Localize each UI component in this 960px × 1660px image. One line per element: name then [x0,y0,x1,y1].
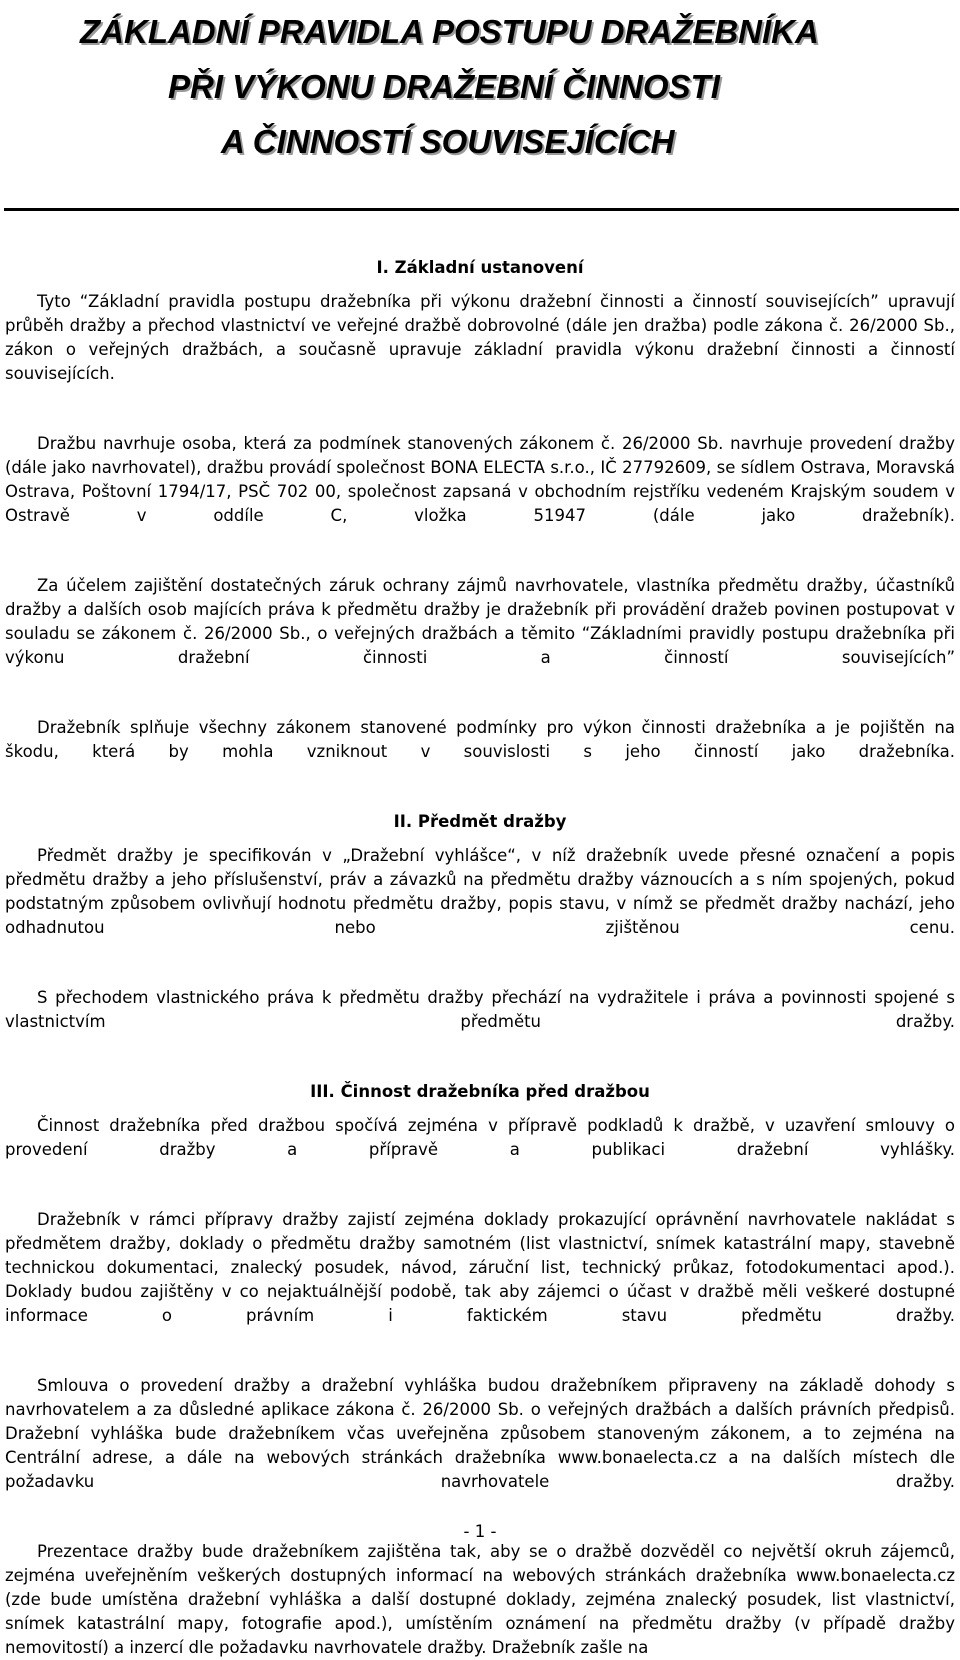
title-divider [4,208,959,211]
document-body [5,256,955,1660]
paragraph: Dražebník v rámci přípravy dražby zajistí zejména doklady prokazující oprávnění navrhovatele nakládat s předmětem dražby, doklady o předmětu dražby samotném (list vlastnictví, snímek katastrální mapy, stavebně technickou dokumentaci, znalecký posudek, návod, záruční list, technický průkaz, fotodokumentaci apod.). Doklady budou zajištěny v co nejaktuálnější podobě, tak aby zájemci o účast v dražbě měli veškeré dostupné informace o právním i faktickém stavu předmětu dražby. [5,1210,955,1325]
paragraph: S přechodem vlastnického práva k předmětu dražby přechází na vydražitele i práva a povinnosti spojené s vlastnictvím předmětu dražby. [5,988,955,1031]
paragraph: Dražebník splňuje všechny zákonem stanovené podmínky pro výkon činnosti dražebníka a je pojištěn na škodu, která by mohla vzniknout v souvislosti s jeho činností jako dražebníka. [5,718,955,761]
title-line-1: ZÁKLADNÍ PRAVIDLA POSTUPU DRAŽEBNÍKA [80,13,819,50]
paragraph: Činnost dražebníka před dražbou spočívá zejména v přípravě podkladů k dražbě, v uzavření smlouvy o provedení dražby a přípravě a publikaci dražební vyhlášky. [5,1116,955,1159]
section-heading-3: III. Činnost dražebníka před dražbou [310,1082,650,1101]
section-heading-2: II. Předmět dražby [393,812,567,831]
section-heading-1: I. Základní ustanovení [376,258,584,277]
paragraph: Prezentace dražby bude dražebníkem zajištěna tak, aby se o dražbě dozvěděl co největší okruh zájemců, zejména uveřejněním veškerých dostupných informací na webových stránkách dražebníka www.bonaelecta.cz (zde bude umístěna dražební vyhláška a další dostupné doklady, zejména znalecký posudek, list vlastnictví, snímek katastrální mapy, fotografie apod.), umístěním oznámení na předmětu dražby (v případě dražby nemovitostí) a inzercí dle požadavku navrhovatele dražby. Dražebník zašle na [5,1542,955,1657]
document-title [0,4,960,169]
page-number: - 1 - [463,1522,497,1541]
title-line-3: A ČINNOSTÍ SOUVISEJÍCÍCH [221,123,675,160]
title-line-2: PŘI VÝKONU DRAŽEBNÍ ČINNOSTI [168,68,720,105]
paragraph: Smlouva o provedení dražby a dražební vyhláška budou dražebníkem připraveny na základě dohody s navrhovatelem a za důsledné aplikace zákona č. 26/2000 Sb. o veřejných dražbách a dalších právních předpisů. Dražební vyhláška bude dražebníkem včas uveřejněna způsobem stanoveným zákonem, a to zejména na Centrální adrese, a dále na webových stránkách dražebníka www.bonaelecta.cz a na dalších místech dle požadavku navrhovatele dražby. [5,1376,955,1491]
paragraph: Tyto “Základní pravidla postupu dražebníka při výkonu dražební činnosti a činností souvisejících” upravují průběh dražby a přechod vlastnictví ve veřejné dražbě dobrovolné (dále jen dražba) podle zákona č. 26/2000 Sb., zákon o veřejných dražbách, a současně upravuje základní pravidla výkonu dražební činnosti a činností souvisejících. [5,292,955,383]
paragraph: Dražbu navrhuje osoba, která za podmínek stanovených zákonem č. 26/2000 Sb. navrhuje provedení dražby (dále jako navrhovatel), dražbu provádí společnost BONA ELECTA s.r.o., IČ 27792609, se sídlem Ostrava, Moravská Ostrava, Poštovní 1794/17, PSČ 702 00, společnost zapsaná v obchodním rejstříku vedeném Krajským soudem v Ostravě v oddíle C, vložka 51947 (dále jako dražebník). [5,434,955,525]
paragraph: Předmět dražby je specifikován v „Dražební vyhlášce“, v níž dražebník uvede přesné označení a popis předmětu dražby a jeho příslušenství, práv a závazků na předmětu dražby váznoucích a s ním spojených, pokud podstatným způsobem ovlivňují hodnotu předmětu dražby, popis stavu, v nímž se předmět dražby nachází, jeho odhadnutou nebo zjištěnou cenu. [5,846,955,937]
paragraph: Za účelem zajištění dostatečných záruk ochrany zájmů navrhovatele, vlastníka předmětu dražby, účastníků dražby a dalších osob majících práva k předmětu dražby je dražebník při provádění dražeb povinen postupovat v souladu se zákonem č. 26/2000 Sb., o veřejných dražbách a těmito “Základními pravidly postupu dražebníka při výkonu dražební činnosti a činností souvisejících” [5,576,955,667]
